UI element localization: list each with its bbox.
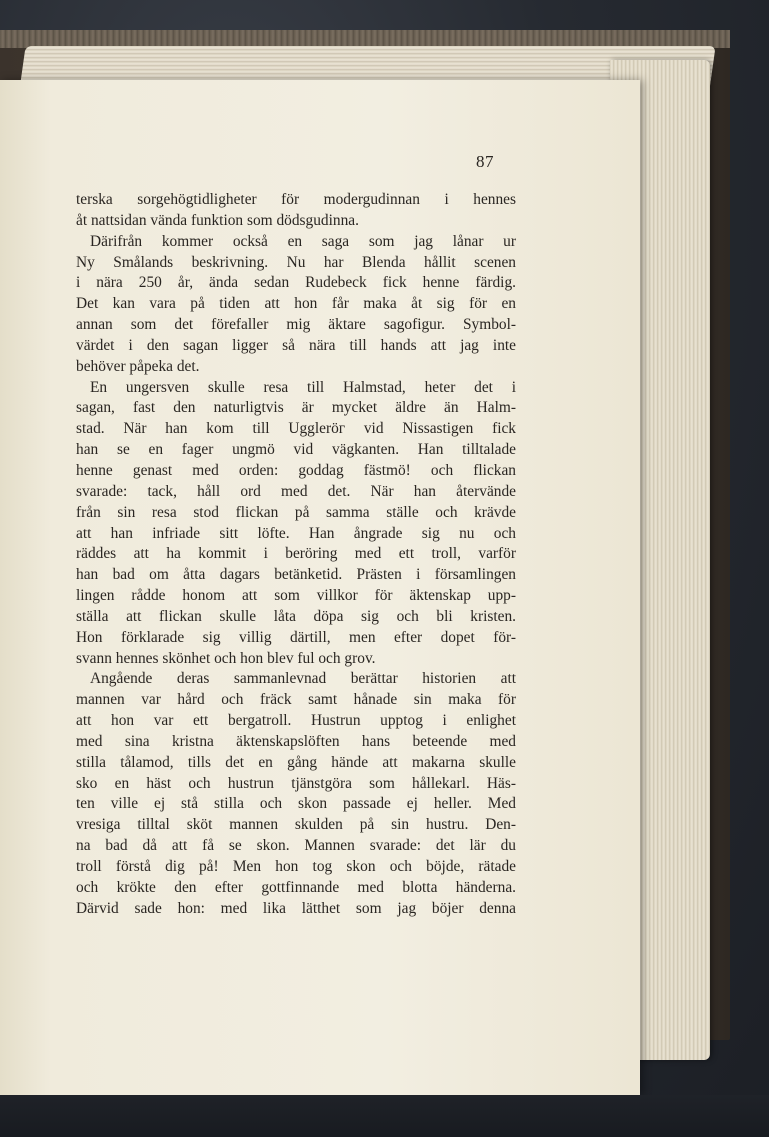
text-line: med sina kristna äktenskapslöften hans beteende med (76, 732, 516, 750)
text-line: sko en häst och hustrun tjänstgöra som hållekarl. Häs- (76, 774, 516, 792)
text-line: annan som det förefaller mig äktare sagofigur. Symbol- (76, 316, 516, 334)
text-line: vresiga tilltal sköt mannen skulden på sin hustru. Den- (76, 816, 516, 834)
text-line: mannen var hård och fräck samt hånade sin maka för (76, 691, 516, 709)
text-line: stilla tålamod, tills det en gång hände att makarna skulle (76, 753, 516, 771)
text-line: behöver påpeka det. (76, 357, 200, 375)
text-line: i nära 250 år, ända sedan Rudebeck fick henne färdig. (76, 274, 516, 292)
text-line: Det kan vara på tiden att hon får maka åt sig för en (76, 295, 516, 313)
bottom-shadow (0, 1095, 769, 1137)
text-line: och krökte den efter gottfinnande med blotta händerna. (76, 878, 516, 896)
text-line: Angående deras sammanlevnad berättar historien att (90, 670, 516, 688)
text-line: åt nattsidan vända funktion som dödsgudinna. (76, 211, 359, 229)
text-line: Därvid sade hon: med lika lätthet som jag böjer denna (76, 899, 516, 917)
page-body-text (76, 190, 516, 920)
text-line: Därifrån kommer också en saga som jag lånar ur (90, 232, 516, 250)
text-line: Hon förklarade sig villig därtill, men efter dopet för- (76, 628, 516, 646)
text-line: svann hennes skönhet och hon blev ful och grov. (76, 649, 376, 667)
text-line: troll förstå dig på! Men hon tog skon och böjde, rätade (76, 858, 516, 875)
text-line: han bad om åtta dagars betänketid. Prästen i församlingen (76, 566, 516, 584)
text-line: att hon var ett bergatroll. Hustrun upptog i enlighet (76, 712, 516, 730)
text-line: terska sorgehögtidligheter för modergudinnan i hennes (76, 191, 516, 208)
page-number: 87 (476, 152, 494, 171)
text-line: räddes att ha kommit i beröring med ett troll, varför (76, 545, 516, 563)
text-line: na bad då att få se skon. Mannen svarade: det lär du (76, 837, 516, 855)
text-line: att han infriade sitt löfte. Han ångrade sig nu och (76, 524, 516, 542)
text-line: lingen rådde honom att som villkor för äktenskap upp- (76, 587, 516, 605)
text-line: från sin resa stod flickan på samma ställe och krävde (76, 503, 516, 521)
text-line: han se en fager ungmö vid vägkanten. Han tilltalade (76, 441, 516, 459)
text-line: stad. När han kom till Uggleröг vid Nissastigen fick (76, 420, 516, 438)
text-line: ställa att flickan skulle låta döpa sig och bli kristen. (76, 607, 516, 625)
text-line: En ungersven skulle resa till Halmstad, heter det i (90, 378, 516, 396)
text-line: svarade: tack, håll ord med det. När han återvände (76, 482, 516, 500)
text-line: henne genast med orden: goddag fästmö! och flickan (76, 461, 516, 479)
text-line: sagan, fast den naturligtvis är mycket äldre än Halm- (76, 399, 516, 417)
text-line: Ny Smålands beskrivning. Nu har Blenda hållit scenen (76, 253, 516, 271)
text-line: ten ville ej stå stilla och skon passade ej heller. Med (76, 795, 516, 813)
text-line: värdet i den sagan ligger så nära till hands att jag inte (76, 336, 516, 354)
